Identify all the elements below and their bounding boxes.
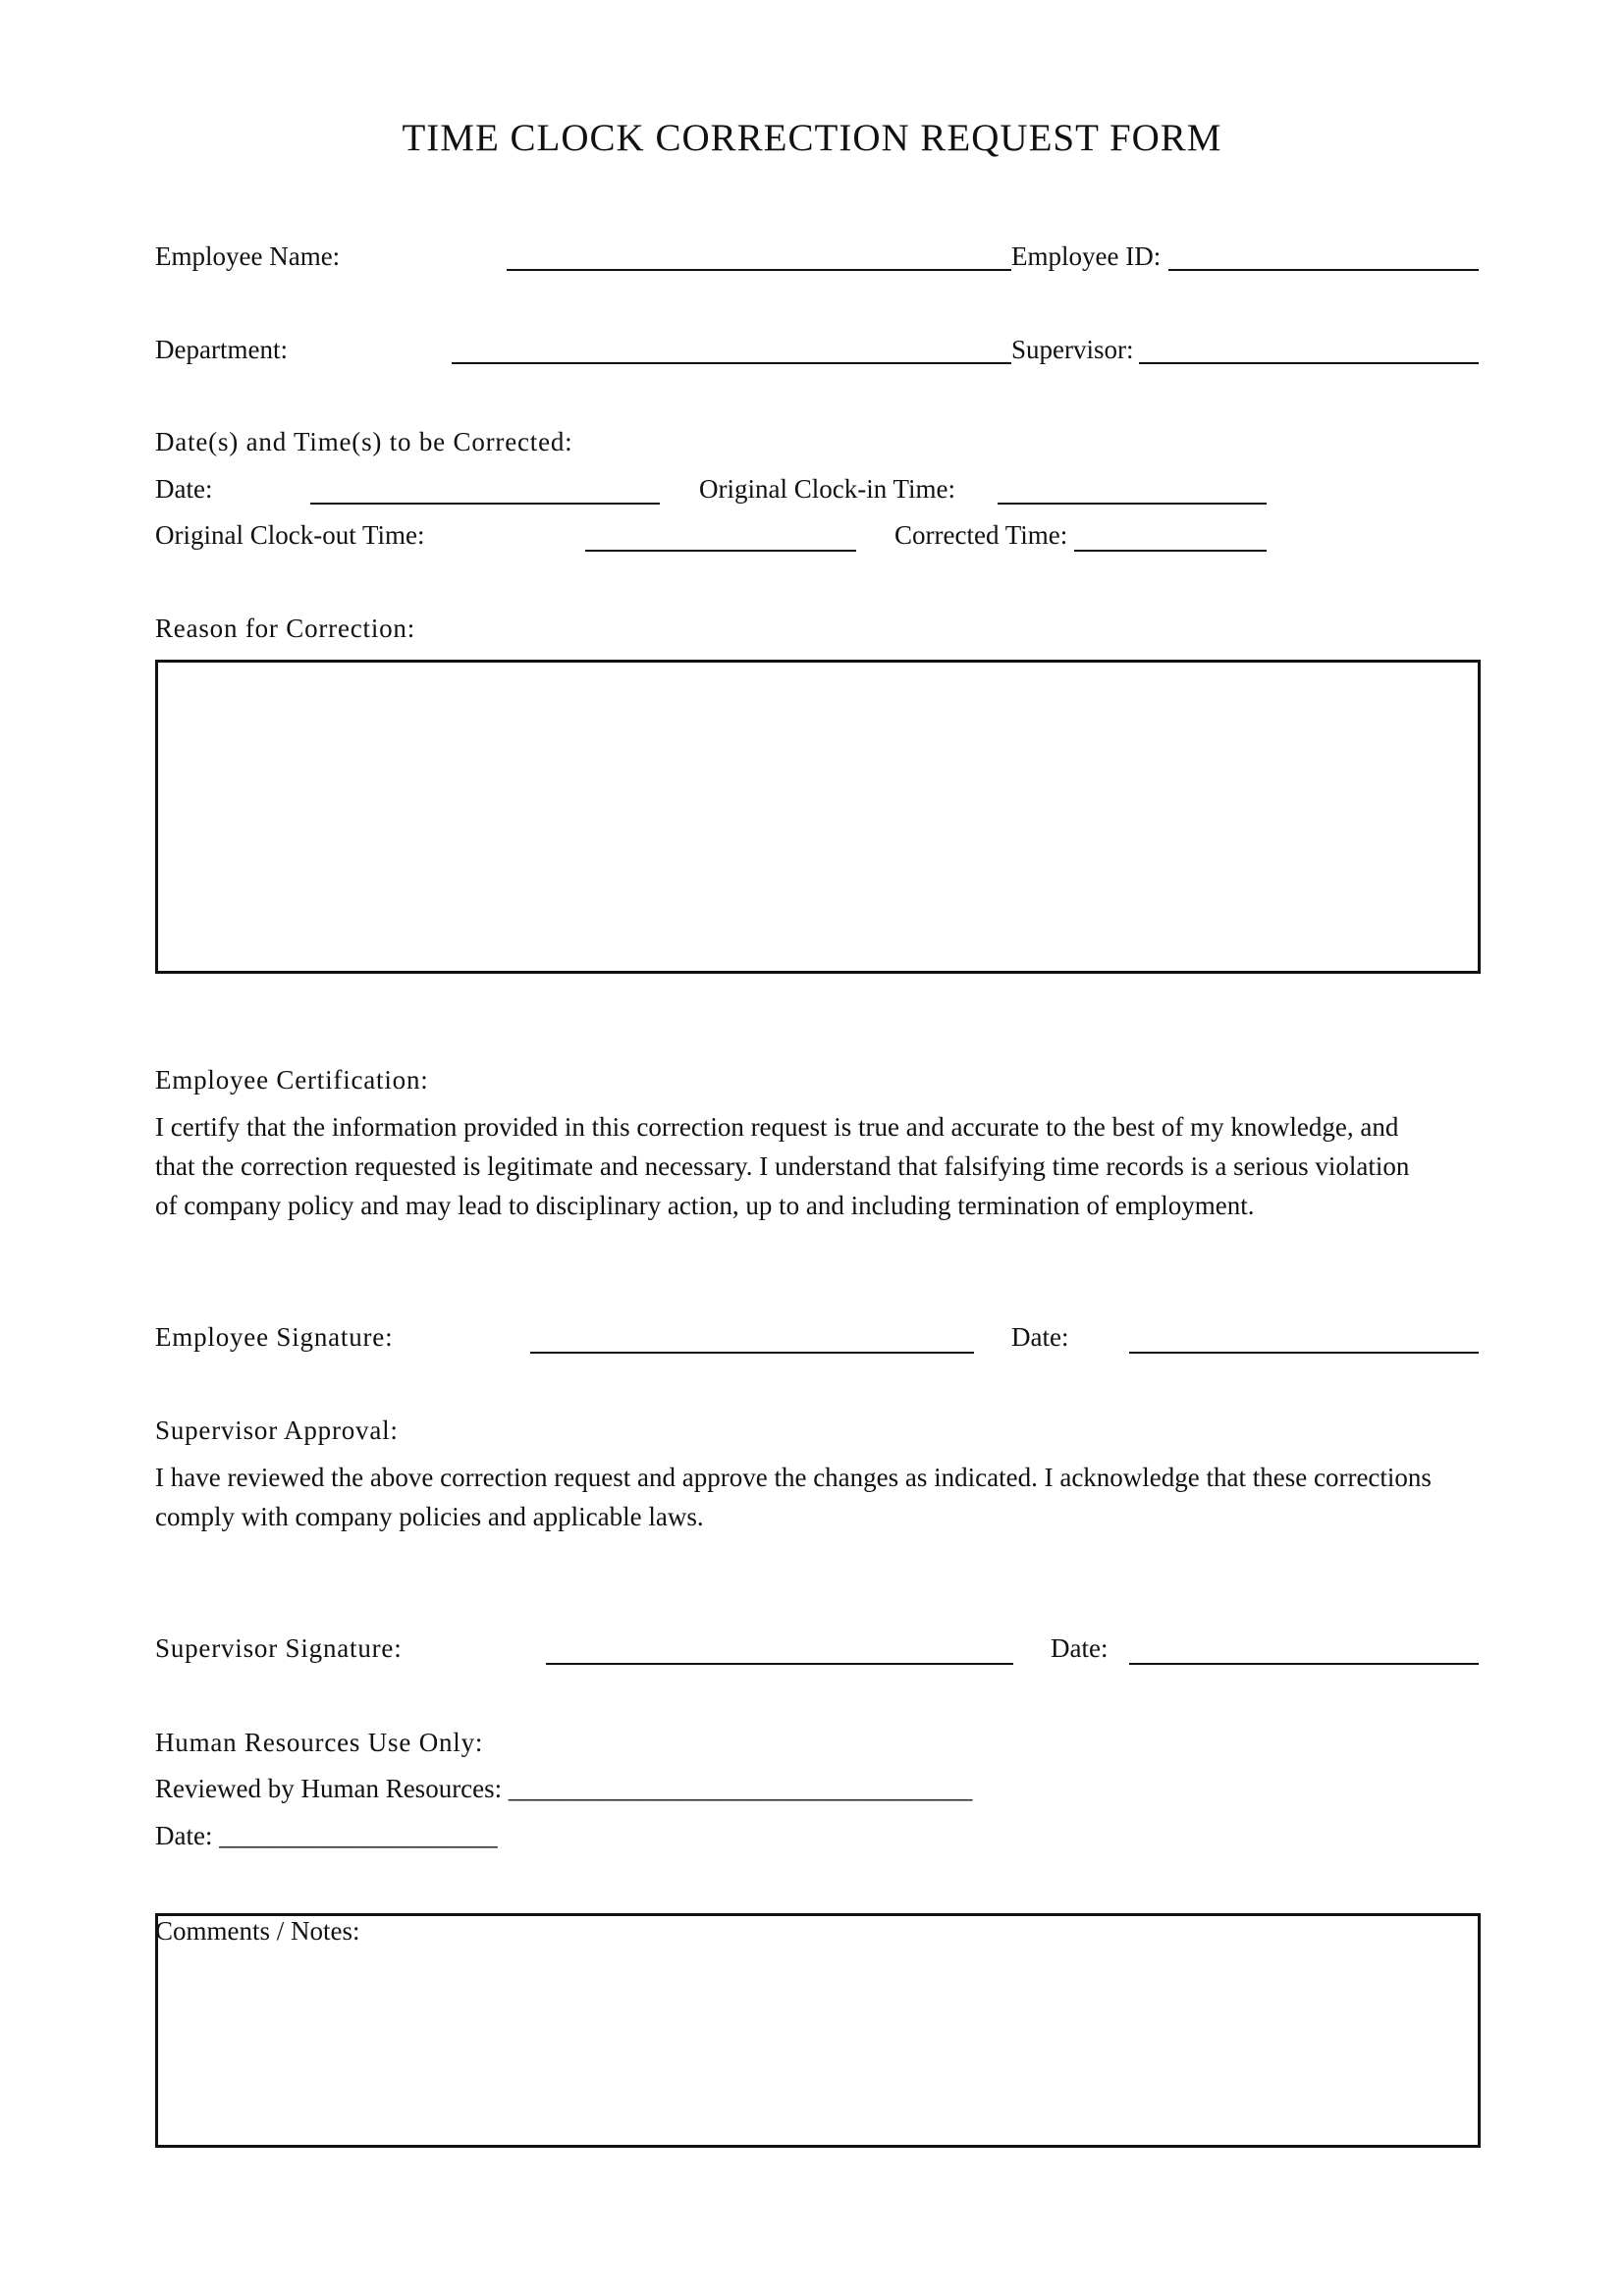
supervisor-date-field[interactable] bbox=[1129, 1663, 1479, 1665]
hr-date-field[interactable]: Date: _____________________ bbox=[155, 1821, 498, 1850]
date-field[interactable] bbox=[310, 503, 660, 505]
reason-heading: Reason for Correction: bbox=[155, 614, 416, 643]
employee-name-field[interactable] bbox=[507, 269, 1011, 271]
employee-signature-field[interactable] bbox=[530, 1352, 974, 1354]
certification-line-1: I certify that the information provided in this correction request is true and accurate to the best of my knowledge, and bbox=[155, 1112, 1399, 1142]
supervisor-signature-field[interactable] bbox=[546, 1663, 1013, 1665]
corrected-time-label: Corrected Time: bbox=[894, 520, 1068, 550]
form-title: TIME CLOCK CORRECTION REQUEST FORM bbox=[402, 117, 1222, 159]
correction-heading: Date(s) and Time(s) to be Corrected: bbox=[155, 427, 573, 456]
date-label: Date: bbox=[155, 474, 213, 504]
clock-out-field[interactable] bbox=[585, 550, 856, 552]
reason-textbox[interactable] bbox=[155, 660, 1481, 974]
employee-date-label: Date: bbox=[1011, 1322, 1069, 1352]
comments-textbox[interactable] bbox=[155, 1913, 1481, 2148]
approval-line-2: comply with company policies and applicable laws. bbox=[155, 1502, 704, 1531]
clock-out-label: Original Clock-out Time: bbox=[155, 520, 425, 550]
department-field[interactable] bbox=[452, 362, 1011, 364]
employee-name-label: Employee Name: bbox=[155, 241, 341, 271]
corrected-time-field[interactable] bbox=[1074, 550, 1267, 552]
employee-id-field[interactable] bbox=[1168, 269, 1479, 271]
department-label: Department: bbox=[155, 335, 288, 364]
certification-line-3: of company policy and may lead to disciplinary action, up to and including termination of employment. bbox=[155, 1191, 1255, 1220]
comments-label: Comments / Notes: bbox=[155, 1916, 360, 1946]
approval-heading: Supervisor Approval: bbox=[155, 1415, 399, 1445]
employee-id-label: Employee ID: bbox=[1011, 241, 1162, 271]
employee-signature-label: Employee Signature: bbox=[155, 1322, 394, 1352]
supervisor-field[interactable] bbox=[1139, 362, 1479, 364]
hr-reviewed-field[interactable]: Reviewed by Human Resources: ___________________________________ bbox=[155, 1774, 973, 1803]
supervisor-label: Supervisor: bbox=[1011, 335, 1134, 364]
certification-line-2: that the correction requested is legitimate and necessary. I understand that falsifying time records is a serious violation bbox=[155, 1151, 1410, 1181]
certification-heading: Employee Certification: bbox=[155, 1065, 429, 1095]
clock-in-label: Original Clock-in Time: bbox=[699, 474, 956, 504]
certification-text bbox=[155, 1107, 1481, 1225]
approval-text bbox=[155, 1458, 1481, 1536]
approval-line-1: I have reviewed the above correction request and approve the changes as indicated. I acknowledge that these corrections bbox=[155, 1463, 1432, 1492]
supervisor-date-label: Date: bbox=[1051, 1633, 1109, 1663]
supervisor-signature-label: Supervisor Signature: bbox=[155, 1633, 403, 1663]
hr-heading: Human Resources Use Only: bbox=[155, 1728, 484, 1757]
employee-date-field[interactable] bbox=[1129, 1352, 1479, 1354]
clock-in-field[interactable] bbox=[998, 503, 1267, 505]
